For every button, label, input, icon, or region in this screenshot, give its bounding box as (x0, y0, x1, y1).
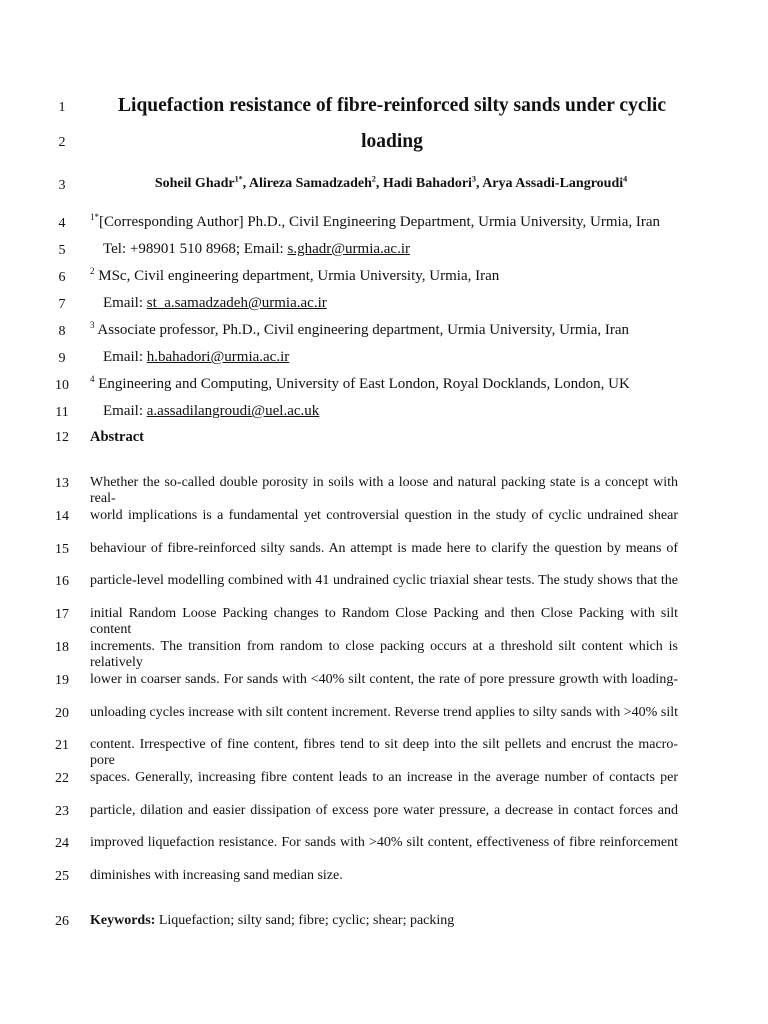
affiliation-4 (90, 376, 630, 393)
abstract-line-row (0, 474, 768, 506)
affiliation-mark: 2 (90, 266, 95, 276)
contact-line-4 (103, 403, 319, 420)
line-number: 11 (55, 405, 69, 420)
line-number: 10 (55, 378, 69, 393)
abstract-line-row (0, 736, 768, 768)
paper-title-line-2: loading (361, 131, 423, 152)
email-link[interactable]: st_a.samadzadeh@urmia.ac.ir (146, 295, 327, 311)
line-number: 23 (55, 804, 69, 819)
title-line-1-row (0, 95, 768, 119)
email-link[interactable]: a.assadilangroudi@uel.ac.uk (146, 403, 320, 419)
author-separator: , (375, 176, 383, 191)
contact-prefix: Email: (103, 403, 147, 419)
abstract-line-row (0, 671, 768, 691)
line-number: 20 (55, 706, 69, 721)
line-number: 7 (58, 297, 66, 312)
abstract-line: improved liquefaction resistance. For sands with >40% silt content, effectiveness of fibre reinforcement (90, 835, 678, 850)
abstract-line-row (0, 572, 768, 592)
line-number: 24 (55, 836, 69, 851)
line-number: 6 (58, 270, 66, 285)
line-number: 9 (58, 351, 66, 366)
keywords-row (0, 912, 768, 932)
line-number: 8 (58, 324, 66, 339)
line-number: 19 (55, 673, 69, 688)
abstract-line-row (0, 802, 768, 822)
affiliation-text: Engineering and Computing, University of East London, Royal Docklands, London, UK (94, 376, 630, 392)
title-line-2-row (0, 131, 768, 155)
abstract-line-row (0, 769, 768, 789)
line-number: 5 (58, 243, 66, 258)
author-separator: , (475, 176, 483, 191)
contact-prefix: Email: (103, 295, 147, 311)
abstract-line-row (0, 507, 768, 527)
line-number: 26 (55, 914, 69, 929)
abstract-heading-row (0, 428, 768, 448)
line-number: 22 (55, 771, 69, 786)
author-list (0, 176, 768, 192)
affiliation-2-contact-row (0, 295, 768, 315)
affiliation-3-row (0, 322, 768, 342)
line-number: 16 (55, 574, 69, 589)
keywords-label: Keywords: (90, 913, 156, 928)
abstract-line: world implications is a fundamental yet controversial question in the study of cyclic undrained shear (90, 508, 678, 523)
contact-prefix: Tel: +98901 510 8968; Email: (103, 241, 288, 257)
line-number: 1 (58, 100, 66, 115)
line-number: 15 (55, 542, 69, 557)
abstract-line-row (0, 638, 768, 670)
affiliation-4-row (0, 376, 768, 396)
line-number: 13 (55, 476, 69, 491)
abstract-line: diminishes with increasing sand median size. (90, 868, 343, 883)
abstract-line: lower in coarser sands. For sands with <40% silt content, the rate of pore pressure growth with loading- (90, 672, 678, 687)
author-mark: 2 (371, 174, 376, 184)
abstract-line-row (0, 540, 768, 560)
abstract-line: spaces. Generally, increasing fibre content leads to an increase in the average number of contacts per (90, 770, 678, 785)
affiliation-1-contact-row (0, 241, 768, 261)
contact-line-2 (103, 295, 327, 312)
author-name: Alireza Samadzadeh (248, 176, 372, 191)
line-number: 25 (55, 869, 69, 884)
author-separator: , (242, 176, 249, 191)
abstract-line: content. Irrespective of fine content, fibres tend to sit deep into the silt pellets and encrust the macro-pore (90, 737, 678, 768)
abstract-line: Whether the so-called double porosity in soils with a loose and natural packing state is a concept with real- (90, 475, 678, 506)
line-number: 3 (58, 178, 66, 193)
abstract-line: unloading cycles increase with silt content increment. Reverse trend applies to silty sands with >40% silt (90, 705, 678, 720)
contact-line-1 (103, 241, 410, 258)
affiliation-4-contact-row (0, 403, 768, 423)
author-mark: 4 (623, 174, 628, 184)
affiliation-mark: 4 (90, 374, 95, 384)
affiliation-1 (90, 214, 660, 231)
affiliation-2 (90, 268, 499, 285)
line-number: 14 (55, 509, 69, 524)
email-link[interactable]: s.ghadr@urmia.ac.ir (287, 241, 411, 257)
affiliation-text: Associate professor, Ph.D., Civil engineering department, Urmia University, Urmia, Iran (94, 322, 630, 338)
author-name: Arya Assadi-Langroudi (482, 176, 624, 191)
abstract-line: particle, dilation and easier dissipation of excess pore water pressure, a decrease in contact forces and (90, 803, 678, 818)
keywords-text: Liquefaction; silty sand; fibre; cyclic; shear; packing (155, 913, 455, 928)
affiliation-text: MSc, Civil engineering department, Urmia University, Urmia, Iran (94, 268, 500, 284)
line-number: 2 (58, 135, 66, 150)
abstract-line-row (0, 605, 768, 637)
abstract-line: increments. The transition from random to close packing occurs at a threshold silt content which is relatively (90, 639, 678, 670)
abstract-heading: Abstract (90, 429, 144, 445)
paper-title-line-1: Liquefaction resistance of fibre-reinforced silty sands under cyclic (118, 95, 666, 116)
affiliation-3 (90, 322, 629, 339)
contact-prefix: Email: (103, 349, 147, 365)
authors-row (0, 176, 768, 196)
affiliation-1-row (0, 214, 768, 234)
affiliation-text: [Corresponding Author] Ph.D., Civil Engineering Department, Urmia University, Urmia, Iran (99, 214, 660, 230)
author-name: Hadi Bahadori (382, 176, 472, 191)
author-mark: 1* (234, 174, 243, 184)
affiliation-mark: 3 (90, 320, 95, 330)
abstract-line-row (0, 867, 768, 887)
author-name: Soheil Ghadr (154, 176, 235, 191)
abstract-line-row (0, 704, 768, 724)
affiliation-3-contact-row (0, 349, 768, 369)
abstract-line: behaviour of fibre-reinforced silty sands. An attempt is made here to clarify the question by means of (90, 541, 678, 556)
email-link[interactable]: h.bahadori@urmia.ac.ir (146, 349, 290, 365)
abstract-line: initial Random Loose Packing changes to Random Close Packing and then Close Packing with silt content (90, 606, 678, 637)
abstract-line: particle-level modelling combined with 41 undrained cyclic triaxial shear tests. The study shows that the (90, 573, 678, 588)
line-number: 17 (55, 607, 69, 622)
line-number: 21 (55, 738, 69, 753)
line-number: 18 (55, 640, 69, 655)
contact-line-3 (103, 349, 289, 366)
affiliation-mark: 1* (90, 212, 99, 222)
line-number: 12 (55, 430, 69, 445)
affiliation-2-row (0, 268, 768, 288)
abstract-line-row (0, 834, 768, 854)
line-number: 4 (58, 216, 66, 231)
keywords (90, 913, 454, 929)
author-mark: 3 (471, 174, 476, 184)
